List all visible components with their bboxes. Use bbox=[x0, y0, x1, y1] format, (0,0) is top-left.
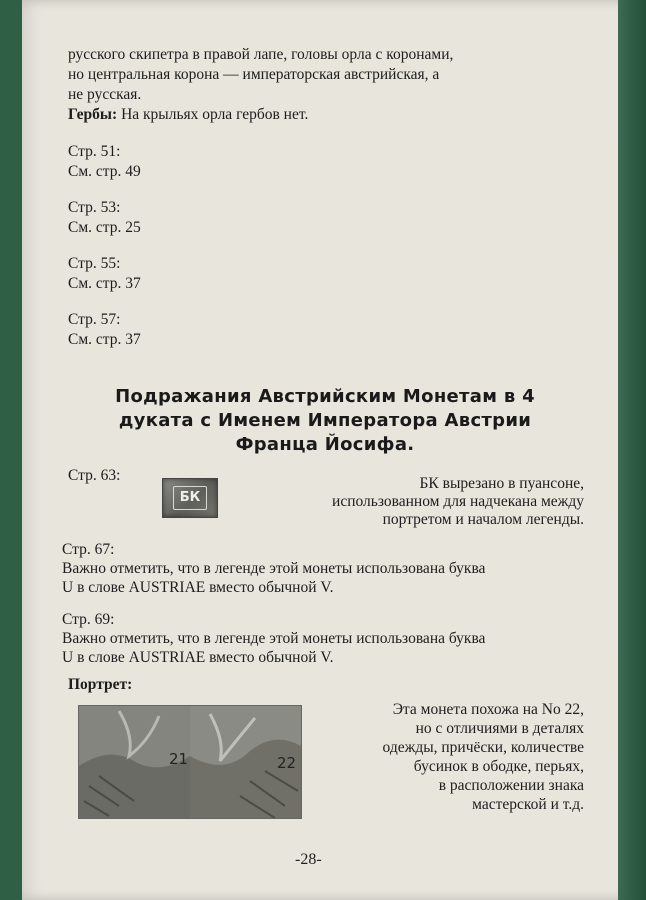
arms-line bbox=[68, 105, 308, 125]
ref-see: См. стр. 25 bbox=[68, 219, 141, 236]
bk-stamp-image bbox=[162, 478, 218, 518]
portrait-line-2: но с отличиями в деталях bbox=[415, 720, 584, 737]
bk-stamp-text: БК bbox=[173, 486, 207, 510]
portrait-label: Портрет: bbox=[68, 676, 133, 693]
p63-line-3: портретом и началом легенды. bbox=[382, 511, 584, 528]
section-heading-line-1: Подражания Австрийским Монетам в 4 bbox=[115, 386, 535, 407]
intro-line-2: но центральная корона — императорская австрийская, а bbox=[68, 66, 440, 83]
portrait-line-1: Эта монета похожа на No 22, bbox=[392, 701, 584, 718]
section-heading-line-3: Франца Йосифа. bbox=[235, 434, 415, 455]
coin-21-label: 21 bbox=[169, 750, 189, 768]
ref-page: Стр. 55: bbox=[68, 255, 121, 272]
portrait-line-3: одежды, причёски, количестве bbox=[382, 739, 584, 756]
p63-line-2: использованном для надчекана между bbox=[332, 493, 584, 510]
portrait-line-5: в расположении знака bbox=[438, 777, 584, 794]
coin-22-label: 22 bbox=[277, 754, 297, 772]
intro-line-1: русского скипетра в правой лапе, головы орла с коронами, bbox=[68, 46, 454, 63]
p63-page: Стр. 63: bbox=[68, 467, 121, 484]
p67-line-2: U в слове AUSTRIAE вместо обычной V. bbox=[62, 579, 334, 596]
p63-line-1: БК вырезано в пуансоне, bbox=[419, 475, 584, 492]
intro-line-3: не русская. bbox=[68, 86, 142, 103]
p69-page: Стр. 69: bbox=[62, 611, 115, 628]
ref-see: См. стр. 37 bbox=[68, 275, 141, 292]
p67-line-1: Важно отметить, что в легенде этой монеты использована буква bbox=[62, 560, 486, 577]
ref-page: Стр. 51: bbox=[68, 143, 121, 160]
coin-comparison-image bbox=[78, 705, 302, 819]
page-number: -28- bbox=[295, 851, 322, 868]
section-heading-line-2: дуката с Именем Императора Австрии bbox=[118, 410, 532, 431]
ref-page: Стр. 53: bbox=[68, 199, 121, 216]
portrait-line-6: мастерской и т.д. bbox=[472, 796, 584, 813]
ref-page: Стр. 57: bbox=[68, 311, 121, 328]
arms-text: На крыльях орла гербов нет. bbox=[121, 106, 309, 123]
portrait-line-4: бусинок в ободке, перьях, bbox=[413, 758, 584, 775]
p67-page: Стр. 67: bbox=[62, 541, 115, 558]
background-edge bbox=[618, 0, 646, 900]
ref-see: См. стр. 37 bbox=[68, 331, 141, 348]
ref-see: См. стр. 49 bbox=[68, 163, 141, 180]
p69-line-1: Важно отметить, что в легенде этой монеты использована буква bbox=[62, 630, 486, 647]
arms-label: Гербы: bbox=[68, 106, 118, 123]
p69-line-2: U в слове AUSTRIAE вместо обычной V. bbox=[62, 649, 334, 666]
